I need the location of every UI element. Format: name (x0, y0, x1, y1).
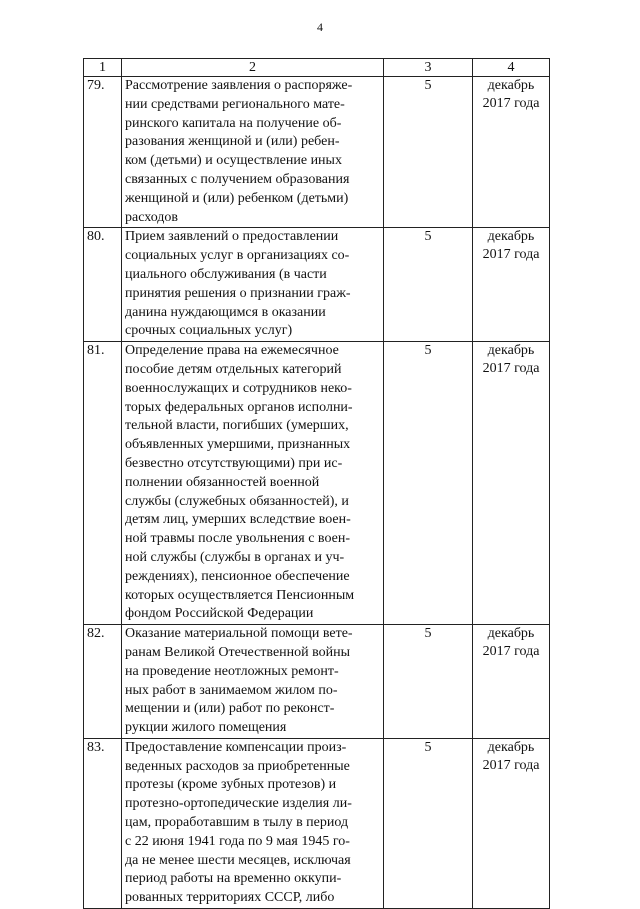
stage-number: 5 (384, 342, 473, 625)
services-table (83, 58, 550, 909)
description-line: циального обслуживания (в части (125, 266, 327, 282)
description-line: разования женщиной и (или) ребен- (125, 134, 340, 150)
table-row (84, 228, 550, 342)
description-line: объявленных умершими, признанных (125, 437, 351, 453)
description-line: протезно-ортопедические изделия ли- (125, 796, 352, 812)
service-description (122, 625, 384, 739)
row-number: 80. (84, 228, 122, 342)
description-line: ных работ в занимаемом жилом по- (125, 682, 338, 698)
description-line: с 22 июня 1941 года по 9 мая 1945 го- (125, 833, 350, 849)
deadline-year: 2017 года (482, 757, 540, 773)
description-line: срочных социальных услуг) (125, 323, 293, 339)
description-line: Рассмотрение заявления о распоряже- (125, 78, 353, 93)
description-line: связанных с получением образования (125, 171, 350, 187)
table-header-row (84, 59, 550, 77)
description-line: ной службы (службы в органах и уч- (125, 549, 345, 565)
description-line: безвестно отсутствующими) при ис- (125, 455, 343, 471)
deadline-month: декабрь (487, 78, 535, 93)
header-col-2: 2 (122, 59, 384, 77)
header-col-3: 3 (384, 59, 473, 77)
description-line: рованных территориях СССР, либо (125, 890, 335, 906)
description-line: полнении обязанностей военной (125, 474, 320, 490)
deadline (473, 625, 550, 739)
description-line: нии средствами регионального мате- (125, 96, 345, 112)
header-col-4: 4 (473, 59, 550, 77)
row-number: 79. (84, 77, 122, 228)
header-col-1: 1 (84, 59, 122, 77)
description-line: военнослужащих и сотрудников неко- (125, 380, 352, 396)
description-line: рукции жилого помещения (125, 720, 287, 736)
description-line: Оказание материальной помощи вете- (125, 626, 353, 642)
deadline (473, 228, 550, 342)
description-line: ринского капитала на получение об- (125, 115, 342, 131)
description-line: социальных услуг в организациях со- (125, 248, 350, 264)
description-line: цам, проработавшим в тылу в период (125, 815, 349, 831)
description-line: службы (служебных обязанностей), и (125, 493, 349, 509)
description-line: ной травмы после увольнения с воен- (125, 531, 350, 547)
deadline-year: 2017 года (482, 247, 540, 263)
description-line: ранам Великой Отечественной войны (125, 644, 351, 660)
deadline-year: 2017 года (482, 361, 540, 377)
deadline-year: 2017 года (482, 644, 540, 660)
description-line: Определение права на ежемесячное (125, 343, 339, 359)
service-description (122, 228, 384, 342)
description-line: тельной власти, погибших (умерших, (125, 418, 349, 434)
stage-number: 5 (384, 625, 473, 739)
description-line: торых федеральных органов исполни- (125, 399, 353, 415)
deadline-month: декабрь (487, 626, 535, 642)
deadline-month: декабрь (487, 739, 535, 755)
deadline-month: декабрь (487, 229, 535, 245)
table-row (84, 738, 550, 908)
deadline-year: 2017 года (482, 96, 540, 111)
description-line: период работы на временно оккупи- (125, 871, 342, 887)
deadline (473, 342, 550, 625)
description-line: расходов (125, 209, 179, 225)
stage-number: 5 (384, 77, 473, 228)
deadline (473, 738, 550, 908)
description-line: пособие детям отдельных категорий (125, 361, 342, 377)
deadline (473, 77, 550, 228)
deadline-month: декабрь (487, 343, 535, 359)
description-line: фондом Российской Федерации (125, 606, 314, 622)
table-row (84, 342, 550, 625)
service-description (122, 77, 384, 228)
description-line: да не менее шести месяцев, исключая (125, 852, 351, 868)
page-number: 4 (317, 20, 323, 34)
description-line: Предоставление компенсации произ- (125, 739, 347, 755)
stage-number: 5 (384, 228, 473, 342)
description-line: веденных расходов за приобретенные (125, 758, 350, 774)
stage-number: 5 (384, 738, 473, 908)
description-line: ком (детьми) и осуществление иных (125, 153, 342, 169)
description-line: которых осуществляется Пенсионным (125, 587, 355, 603)
description-line: Прием заявлений о предоставлении (125, 229, 339, 245)
description-line: детям лиц, умерших вследствие воен- (125, 512, 351, 528)
service-description (122, 342, 384, 625)
row-number: 81. (84, 342, 122, 625)
description-line: данина нуждающимся в оказании (125, 304, 326, 320)
description-line: женщиной и (или) ребенком (детьми) (125, 190, 349, 206)
table-row (84, 625, 550, 739)
description-line: принятия решения о признании граж- (125, 285, 351, 301)
service-description (122, 738, 384, 908)
description-line: на проведение неотложных ремонт- (125, 663, 339, 679)
table-row (84, 77, 550, 228)
description-line: реждениях), пенсионное обеспечение (125, 568, 350, 584)
description-line: мещении и (или) работ по реконст- (125, 701, 335, 717)
row-number: 83. (84, 738, 122, 908)
table-body (84, 77, 550, 909)
row-number: 82. (84, 625, 122, 739)
description-line: протезы (кроме зубных протезов) и (125, 777, 337, 793)
